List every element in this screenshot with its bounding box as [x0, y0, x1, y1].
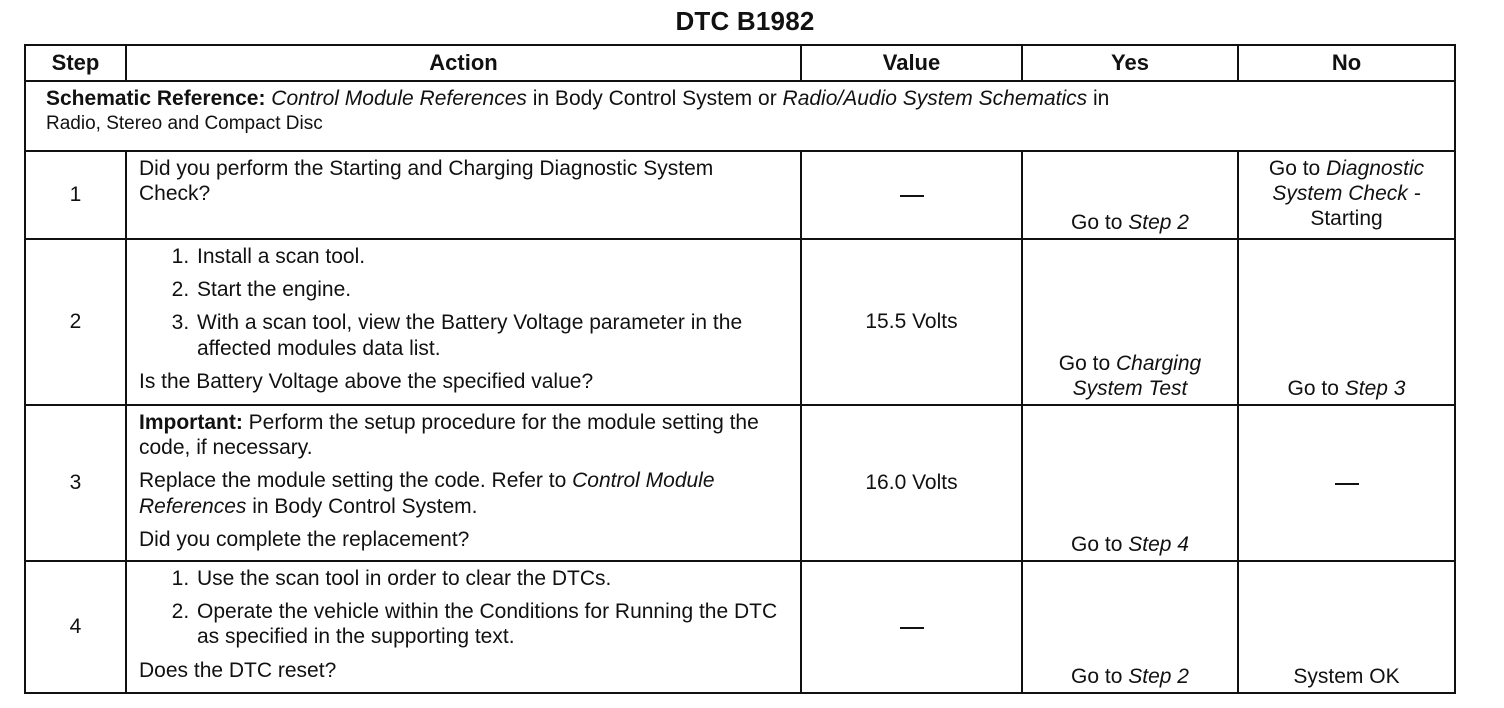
table-row	[25, 239, 1455, 405]
schematic-reference	[25, 81, 1455, 151]
step-action	[126, 151, 801, 239]
yes-link: Step 4	[1128, 532, 1189, 556]
table-row	[25, 561, 1455, 693]
replace-instruction: Replace the module setting the code. Refer to Control Module References in Body Control System.	[139, 469, 715, 518]
schematic-label: Schematic Reference:	[46, 87, 266, 110]
list-item: 2. Start the engine.	[195, 277, 790, 302]
list-item: 1. Install a scan tool.	[195, 244, 790, 269]
action-list	[139, 566, 790, 650]
diagnostic-table	[24, 44, 1456, 694]
header-step: Step	[25, 45, 126, 81]
dash-no	[1335, 483, 1359, 485]
no-link: Step 3	[1344, 376, 1406, 400]
list-item: 1. Use the scan tool in order to clear the DTCs.	[195, 566, 790, 591]
step-yes: Go to Step 2	[1022, 561, 1238, 693]
step-action	[126, 405, 801, 561]
step-value	[801, 151, 1022, 239]
no-link: Diagnostic System Check -	[1272, 157, 1425, 206]
step-no	[1238, 405, 1455, 561]
action-list	[139, 244, 790, 361]
list-item: 2. Operate the vehicle within the Conditions for Running the DTC as specified in the supporting text.	[195, 599, 790, 649]
yes-link: Charging System Test	[1072, 351, 1202, 400]
schematic-line2: Radio, Stereo and Compact Disc	[46, 113, 323, 135]
step-number: 2	[25, 239, 126, 405]
step-number: 4	[25, 561, 126, 693]
schematic-ref-radio: Radio/Audio System Schematics	[782, 87, 1088, 110]
action-question: Does the DTC reset?	[139, 658, 337, 682]
step-value: 16.0 Volts	[801, 405, 1022, 561]
step-number: 1	[25, 151, 126, 239]
header-yes: Yes	[1022, 45, 1238, 81]
list-item: 3. With a scan tool, view the Battery Voltage parameter in the affected modules data list.	[195, 310, 790, 360]
schematic-mid-text: in Body Control System or	[526, 87, 783, 110]
step-yes: Go to Charging System Test	[1022, 239, 1238, 405]
table-row	[25, 405, 1455, 561]
page-title: DTC B1982	[675, 6, 815, 36]
step-action	[126, 561, 801, 693]
step-no: System OK	[1238, 561, 1455, 693]
dash-value	[900, 195, 924, 197]
step-number: 3	[25, 405, 126, 561]
schematic-ref-control-module: Control Module References	[271, 87, 527, 110]
yes-link: Step 2	[1128, 664, 1189, 688]
step-no: Go to Step 3	[1238, 239, 1455, 405]
step-action	[126, 239, 801, 405]
header-action: Action	[126, 45, 801, 81]
table-row	[25, 151, 1455, 239]
action-question: Did you perform the Starting and Charging Diagnostic System Check?	[139, 157, 714, 206]
header-no: No	[1238, 45, 1455, 81]
header-value: Value	[801, 45, 1022, 81]
step-yes: Go to Step 4	[1022, 405, 1238, 561]
step-value: 15.5 Volts	[801, 239, 1022, 405]
header-row	[25, 45, 1455, 81]
schematic-reference-row	[25, 81, 1455, 151]
dash-value	[900, 627, 924, 629]
action-question: Did you complete the replacement?	[139, 527, 470, 551]
important-note: Important: Perform the setup procedure for the module setting the code, if necessary.	[139, 411, 759, 460]
schematic-end-text: in	[1087, 87, 1110, 110]
step-no: Go to Diagnostic System Check - Starting	[1238, 151, 1455, 239]
yes-link: Step 2	[1128, 210, 1189, 234]
step-value	[801, 561, 1022, 693]
step-yes: Go to Step 2	[1022, 151, 1238, 239]
action-question: Is the Battery Voltage above the specified value?	[139, 369, 594, 393]
